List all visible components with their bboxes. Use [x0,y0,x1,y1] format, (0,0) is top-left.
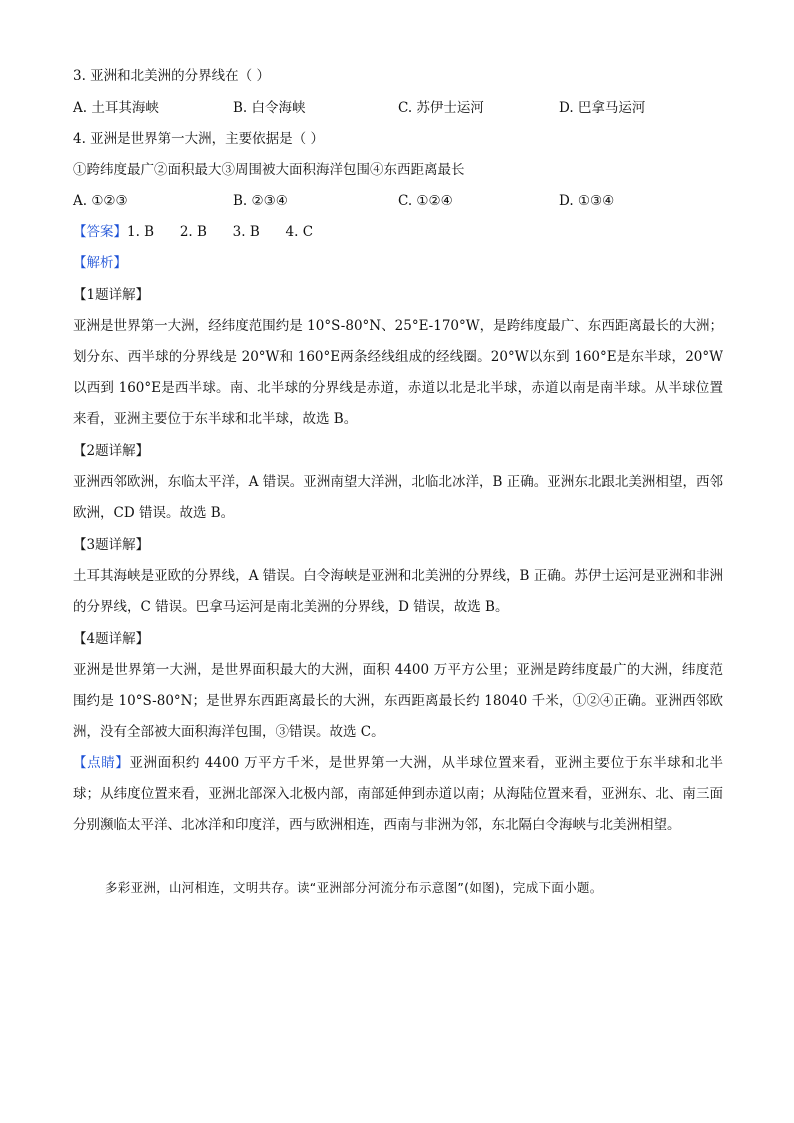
question-3-option-c: C. 苏伊士运河 [398,100,484,116]
note-block [73,748,723,841]
question-4-stem: 4. 亚洲是世界第一大洲，主要依据是（ ） [73,131,324,147]
note-text: 亚洲面积约 4400 万平方千米，是世界第一大洲，从半球位置来看，亚洲主要位于东半球和北半球；从纬度位置来看，亚洲北部深入北极内部，南部延伸到赤道以南；从海陆位置来看，亚洲东、北、南三面分别濒临太平洋、北冰洋和印度洋，西与欧洲相连，西南与非洲为邻，东北隔白令海峡与北美洲相望。 [73,755,723,833]
detail-1-tag: 【1题详解】 [73,287,150,303]
question-4-option-c: C. ①②④ [398,193,453,209]
question-3-option-d: D. 巴拿马运河 [559,100,646,116]
detail-3-text: 土耳其海峡是亚欧的分界线，A 错误。白令海峡是亚洲和北美洲的分界线，B 正确。苏伊士运河是亚洲和非洲的分界线，C 错误。巴拿马运河是南北美洲的分界线，D 错误，故选 B。 [73,568,723,615]
question-3-stem: 3. 亚洲和北美洲的分界线在（ ） [73,68,270,84]
question-3-option-a: A. 土耳其海峡 [73,100,159,116]
analysis-tag: 【解析】 [73,255,127,271]
question-4-option-b: B. ②③④ [233,193,288,209]
answer-line [73,222,313,242]
question-4-choices: ①跨纬度最广②面积最大③周围被大面积海洋包围④东西距离最长 [73,162,465,178]
detail-4-tag: 【4题详解】 [73,631,150,647]
answer-tag: 【答案】 [73,224,127,240]
next-question-intro: 多彩亚洲，山河相连，文明共存。读“亚洲部分河流分布示意图”(如图)，完成下面小题。 [105,880,603,895]
detail-1-text: 亚洲是世界第一大洲，经纬度范围约是 10°S-80°N、25°E-170°W，是跨纬度最广、东西距离最长的大洲；划分东、西半球的分界线是 20°W和 160°E两条经线组成的经线圈。20°W以东到 160°E是东半球，20°W以西到 160°E是西半球。南、北半球的分界线是赤道，赤道以北是北半球，赤道以南是南半球。从半球位置来看，亚洲主要位于东半球和北半球，故选 B。 [73,318,723,427]
detail-4-text: 亚洲是世界第一大洲，是世界面积最大的大洲，面积 4400 万平方公里；亚洲是跨纬度最广的大洲，纬度范围约是 10°S-80°N；是世界东西距离最长的大洲，东西距离最长约 18040 千米，①②④正确。亚洲西邻欧洲，没有全部被大面积海洋包围，③错误。故选 C。 [73,662,723,740]
question-4-option-a: A. ①②③ [73,193,128,209]
question-3-option-b: B. 白令海峡 [233,100,306,116]
question-4-option-d: D. ①③④ [559,193,615,209]
note-tag: 【点睛】 [73,755,130,771]
detail-3-tag: 【3题详解】 [73,537,150,553]
detail-2-tag: 【2题详解】 [73,443,150,459]
answer-text: 1. B 2. B 3. B 4. C [127,224,314,240]
detail-2-text: 亚洲西邻欧洲，东临太平洋，A 错误。亚洲南望大洋洲，北临北冰洋，B 正确。亚洲东北跟北美洲相望，西邻欧洲，CD 错误。故选 B。 [73,474,723,521]
